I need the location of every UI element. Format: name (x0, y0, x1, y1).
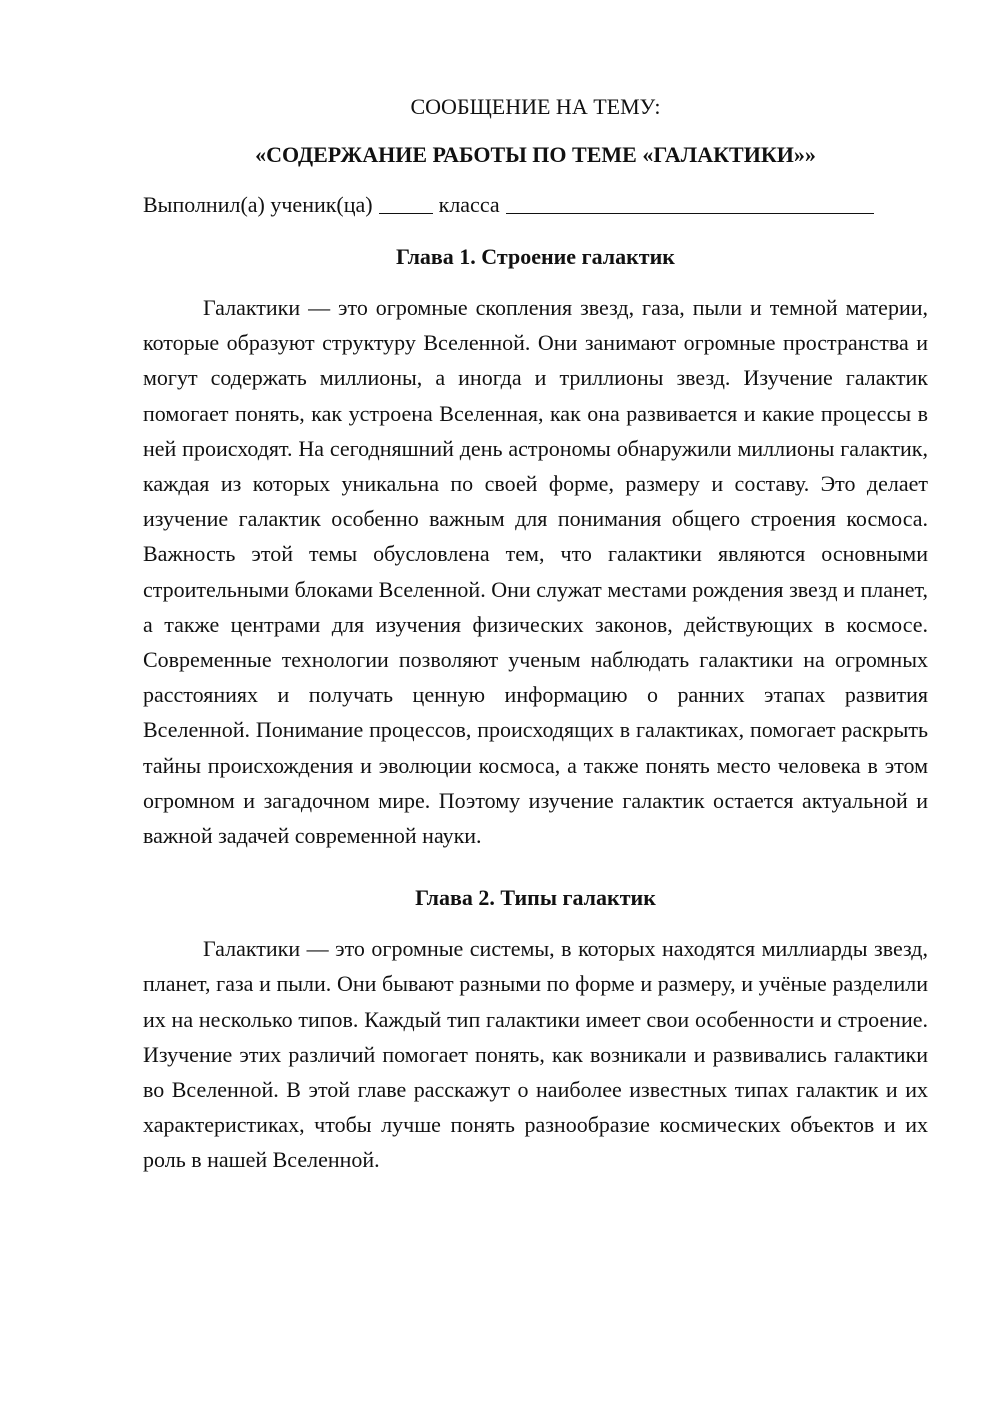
chapter-2-paragraph: Галактики — это огромные системы, в которых находятся миллиарды звезд, планет, газа и пыли. Они бывают разными по форме и размеру, и учёные разделили их на несколько типов. Каждый тип галактики имеет свои особенности и строение. Изучение этих различий помогает понять, как возникали и развивались галактики во Вселенной. В этой главе расскажут о наиболее известных типах галактик и их характеристиках, чтобы лучше понять разнообразие космических объектов и их роль в нашей Вселенной. (143, 936, 928, 1173)
chapter-1-title: Глава 1. Строение галактик (396, 244, 675, 269)
author-middle: класса (438, 192, 500, 217)
chapter-2-title: Глава 2. Типы галактик (415, 885, 656, 911)
author-prefix: Выполнил(а) ученик(ца) (143, 192, 373, 217)
document-title: СООБЩЕНИЕ НА ТЕМУ: (410, 94, 661, 119)
chapter-1-paragraph: Галактики — это огромные скопления звезд, газа, пыли и темной материи, которые образуют структуру Вселенной. Они занимают огромные пространства и могут содержать миллионы, а иногда и триллионы звезд. Изучение галактик помогает понять, как устроена Вселенная, как она развивается и какие процессы в ней происходят. На сегодняшний день астрономы обнаружили миллионы галактик, каждая из которых уникальна по своей форме, размеру и составу. Это делает изучение галактик особенно важным для понимания общего строения космоса. Важность этой темы обусловлена тем, что галактики являются основными строительными блоками Вселенной. Они служат местами рождения звезд и планет, а также центрами для изучения физических законов, действующих в космосе. Современные технологии позволяют ученым наблюдать галактики на огромных расстояниях и получать ценную информацию о ранних этапах развития Вселенной. Понимание процессов, происходящих в галактиках, помогает раскрыть тайны происхождения и эволюции космоса, а также понять место человека в этом огромном и загадочном мире. Поэтому изучение галактик остается актуальной и важной задачей современной науки. (143, 295, 928, 849)
document-content (143, 92, 928, 1178)
author-line (143, 190, 928, 220)
document-subtitle: «СОДЕРЖАНИЕ РАБОТЫ ПО ТЕМЕ «ГАЛАКТИКИ»» (255, 142, 816, 167)
name-blank-field (506, 193, 874, 214)
grade-blank-field (379, 193, 433, 214)
